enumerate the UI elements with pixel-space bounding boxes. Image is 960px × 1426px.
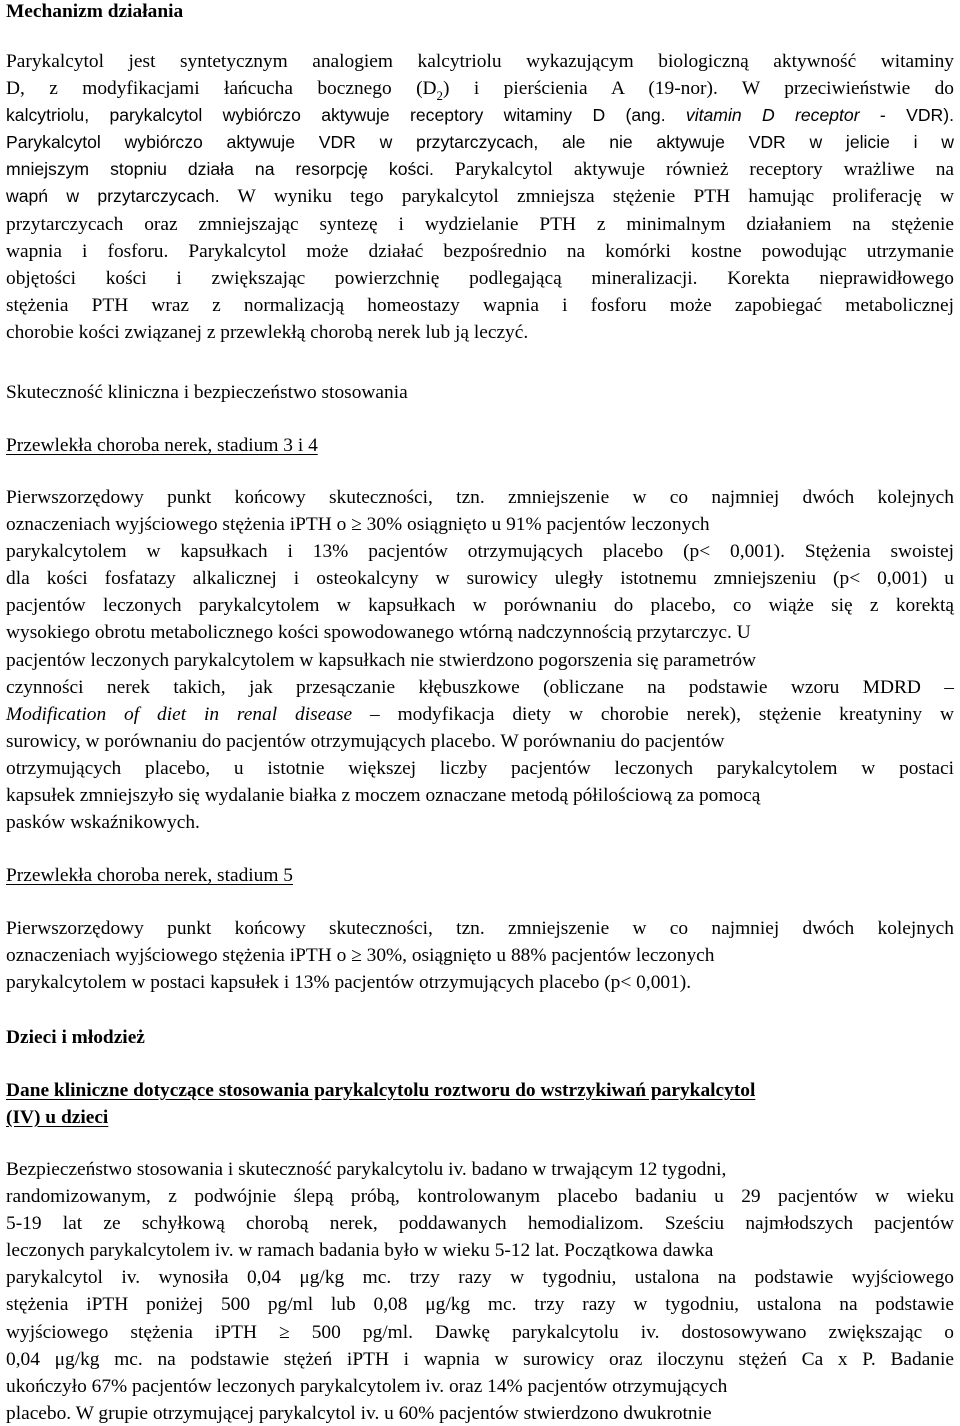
text-line: Modification of diet in renal disease – modyfikacja diety w chorobie nerek), stężenie kreatyniny w: [6, 703, 954, 725]
italic-term: Modification of diet in renal disease: [6, 703, 353, 725]
section-heading-ckd-stage-3-4: Przewlekła choroba nerek, stadium 3 i 4: [6, 435, 318, 456]
text-line: Pierwszorzędowy punkt końcowy skuteczności, tzn. zmniejszenie w co najmniej dwóch kolejnych: [6, 918, 954, 939]
text-line: przytarczycach oraz zmniejszając syntezę i wydzielanie PTH z minimalnym działaniem na stężenie: [6, 213, 954, 235]
section-heading-children: Dzieci i młodzież: [6, 1027, 145, 1048]
text-line: kalcytriolu, parykalcytol wybiórczo aktywuje receptory witaminy D (ang. vitamin D receptor - VDR).: [6, 105, 954, 126]
text-line: wapnia i fosforu. Parykalcytol może działać bezpośrednio na komórki kostne powodując utrzymanie: [6, 240, 954, 262]
text-line: 0,04 μg/kg mc. na podstawie stężeń iPTH i wapnia w surowicy oraz iloczynu stężeń Ca x P. Badanie: [6, 1348, 954, 1370]
text-line: D, z modyfikacjami łańcucha bocznego $(D_2)$ i pierścienia A (19-nor). W przeciwieństwie do: [6, 78, 954, 103]
text-line: parykalcytolem w postaci kapsułek i 13% pacjentów otrzymujących placebo (p< 0,001).: [6, 972, 692, 994]
text-line: chorobie kości związanej z przewlekłą chorobą nerek lub ją leczyć.: [6, 321, 529, 343]
text-line: objętości kości i zwiększając powierzchnię podlegającą mineralizacji. Korekta nieprawidłowego: [6, 267, 954, 289]
text-line: stężenia iPTH poniżej 500 pg/ml lub 0,08 μg/kg mc. trzy razy w tygodniu, ustalona na podstawie: [6, 1294, 954, 1316]
text-line: parykalcytol iv. wynosiła 0,04 μg/kg mc. trzy razy w tygodniu, ustalona na podstawie wyjściowego: [6, 1267, 954, 1289]
text-line: Bezpieczeństwo stosowania i skuteczność parykalcytolu iv. badano w trwającym 12 tygodni,: [6, 1159, 727, 1180]
text-line: dla kości fosfatazy alkalicznej i osteokalcyny w surowicy uległy istotnemu zmniejszeniu (p< 0,001) u: [6, 568, 954, 590]
text-line: wyjściowego stężenia iPTH ≥ 500 pg/ml. Dawkę parykalcytolu iv. dostosowywano zwiększając o: [6, 1321, 954, 1343]
text-line: leczonych parykalcytolem iv. w ramach badania było w wieku 5-12 lat. Początkowa dawka: [6, 1240, 714, 1262]
section-heading-mechanism: Mechanizm działania: [6, 1, 184, 22]
text-line: randomizowanym, z podwójnie ślepą próbą, kontrolowanym placebo badaniu u 29 pacjentów w wieku: [6, 1186, 954, 1208]
section-heading-children-data-line1: Dane kliniczne dotyczące stosowania parykalcytolu roztworu do wstrzykiwań parykalcytol: [6, 1080, 756, 1101]
text-line: Parykalcytol wybiórczo aktywuje VDR w przytarczycach, ale nie aktywuje VDR w jelicie i w: [6, 132, 954, 153]
text-line: czynności nerek takich, jak przesączanie kłębuszkowe (obliczane na podstawie wzoru MDRD –: [6, 676, 954, 698]
text-line: oznaczeniach wyjściowego stężenia iPTH o ≥ 30% osiągnięto u 91% pacjentów leczonych: [6, 514, 710, 536]
text-line: ukończyło 67% pacjentów leczonych parykalcytolem iv. oraz 14% pacjentów otrzymujących: [6, 1375, 728, 1397]
italic-term: vitamin D receptor: [685, 105, 860, 126]
text-line: parykalcytolem w kapsułkach i 13% pacjentów otrzymujących placebo (p< 0,001). Stężenia swoistej: [6, 541, 954, 563]
children-paragraph: [6, 1156, 954, 1426]
text-line: placebo. W grupie otrzymującej parykalcytol iv. u 60% pacjentów stwierdzono dwukrotnie: [6, 1402, 712, 1424]
section-heading-efficacy: Skuteczność kliniczna i bezpieczeństwo stosowania: [6, 382, 408, 403]
ckd5-paragraph: [6, 915, 954, 996]
text-line: kapsułek zmniejszyło się wydalanie białka z moczem oznaczane metodą półilościową za pomocą: [6, 785, 761, 807]
text-line: 5-19 lat ze schyłkową chorobą nerek, poddawanych hemodializom. Sześciu najmłodszych pacjentów: [6, 1213, 954, 1235]
text-line: pacjentów leczonych parykalcytolem w kapsułkach nie stwierdzono pogorszenia się parametrów: [6, 649, 757, 671]
text-line: mniejszym stopniu działa na resorpcję kości. Parykalcytol aktywuje również receptory wrażliwe na: [6, 159, 955, 181]
text-line: Pierwszorzędowy punkt końcowy skuteczności, tzn. zmniejszenie w co najmniej dwóch kolejnych: [6, 487, 954, 508]
section-heading-ckd-stage-5: Przewlekła choroba nerek, stadium 5: [6, 865, 293, 886]
text-line: pacjentów leczonych parykalcytolem w kapsułkach w porównaniu do placebo, co wiąże się z korektą: [6, 595, 954, 617]
ckd34-paragraph: [6, 484, 954, 836]
subscript: 2: [436, 87, 444, 103]
text-line: oznaczeniach wyjściowego stężenia iPTH o ≥ 30%, osiągnięto u 88% pacjentów leczonych: [6, 945, 715, 967]
text-line: pasków wskaźnikowych.: [6, 812, 200, 834]
text-line: surowicy, w porównaniu do pacjentów otrzymujących placebo. W porównaniu do pacjentów: [6, 730, 725, 752]
text-line: wapń w przytarczycach. W wyniku tego parykalcytol zmniejsza stężenie PTH hamując proliferację w: [6, 186, 954, 208]
text-line: wysokiego obrotu metabolicznego kości spowodowanego wtórną nadczynnością przytarczyc. U: [6, 622, 751, 644]
section-heading-children-data-line2: (IV) u dzieci: [6, 1107, 109, 1128]
text-line: stężenia PTH wraz z normalizacją homeostazy wapnia i fosforu może zapobiegać metabolicznej: [6, 294, 954, 316]
mechanism-paragraph: [6, 48, 954, 346]
text-line: Parykalcytol jest syntetycznym analogiem kalcytriolu wykazującym biologiczną aktywność witaminy: [6, 51, 954, 72]
text-line: otrzymujących placebo, u istotnie większej liczby pacjentów leczonych parykalcytolem w postaci: [6, 757, 954, 779]
